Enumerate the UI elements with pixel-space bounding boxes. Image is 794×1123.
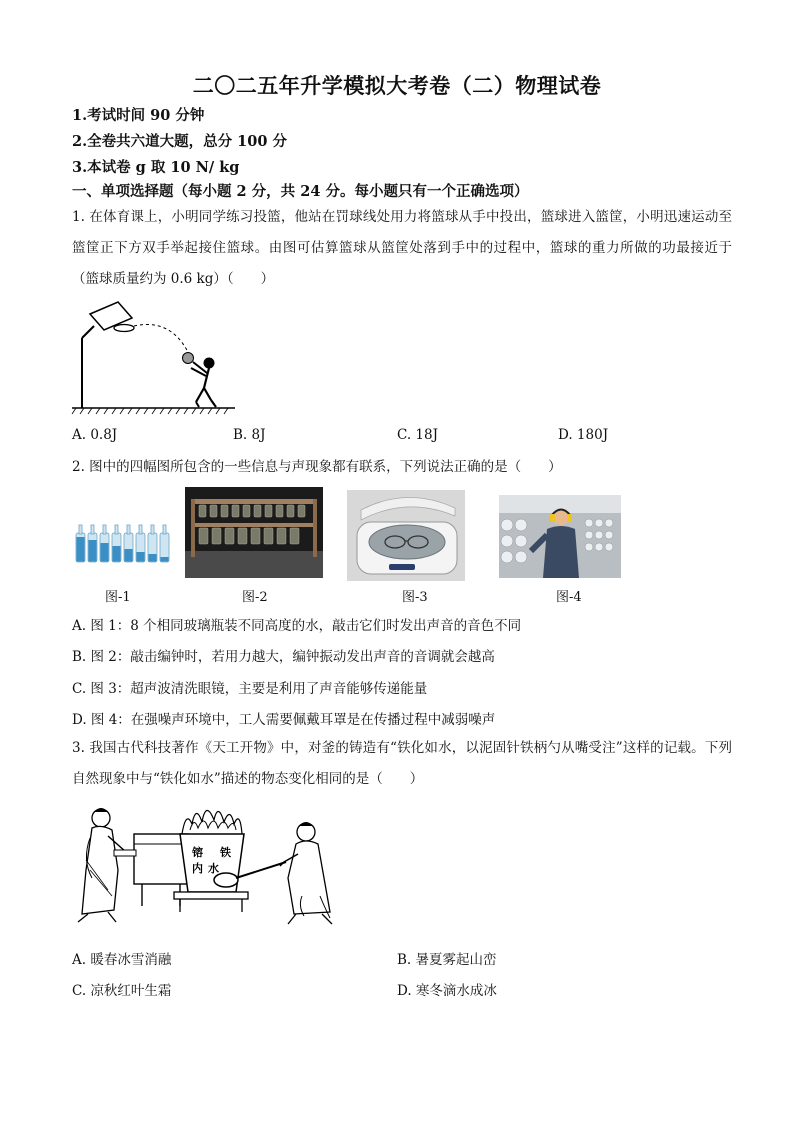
figure-4-caption: 图-4 (556, 590, 582, 605)
q2-option-a[interactable]: A. 图 1：8 个相同玻璃瓶装不同高度的水，敲击它们时发出声音的音色不同 (72, 618, 522, 634)
figure-1-glass-bottles (75, 523, 171, 563)
furnace-char-4: 水 (208, 862, 219, 875)
q3-option-b[interactable]: B. 暑夏雾起山峦 (397, 952, 497, 968)
furnace-char-3: 内 (192, 862, 203, 875)
section-heading: 一、单项选择题（每小题 2 分，共 24 分。每小题只有一个正确选项） (72, 183, 529, 200)
basketball-figure (70, 296, 245, 416)
figure-1-caption: 图-1 (105, 590, 131, 605)
question-2-text: 2. 图中的四幅图所包含的一些信息与声现象都有联系，下列说法正确的是（ ） (72, 459, 562, 475)
exam-note-3: 3.本试卷 g 取 10 N/ kg (72, 159, 240, 176)
page-title: 二〇二五年升学模拟大考卷（二）物理试卷 (192, 73, 602, 98)
q3-option-d[interactable]: D. 寒冬滴水成冰 (397, 983, 497, 999)
figure-2-chime-bells (185, 487, 323, 578)
q3-option-a[interactable]: A. 暖春冰雪消融 (72, 952, 172, 968)
figure-iron-casting-illustration (68, 800, 358, 930)
figure-3-ultrasonic-cleaner (347, 490, 465, 581)
furnace-char-2: 铁 (220, 846, 231, 859)
q2-option-d[interactable]: D. 图 4：在强噪声环境中，工人需要佩戴耳罩是在传播过程中减弱噪声 (72, 712, 496, 728)
figure-2-caption: 图-2 (242, 590, 268, 605)
q1-option-a[interactable]: A. 0.8J (72, 427, 118, 443)
q1-option-d[interactable]: D. 180J (558, 427, 609, 443)
exam-note-2: 2.全卷共六道大题，总分 100 分 (72, 133, 287, 150)
q1-option-b[interactable]: B. 8J (233, 427, 266, 443)
q2-option-b[interactable]: B. 图 2：敲击编钟时，若用力越大，编钟振动发出声音的音调就会越高 (72, 649, 495, 665)
question-3-text: 3. 我国古代科技著作《天工开物》中，对釜的铸造有“铁化如水，以泥固针铁柄勺从嘴受注”这样的记载。下列自然现象中与“铁化如水”描述的物态变化相同的是（ ） (72, 740, 732, 787)
figure-3-caption: 图-3 (402, 590, 428, 605)
q3-option-c[interactable]: C. 凉秋红叶生霜 (72, 983, 172, 999)
question-1-text: 1. 在体育课上，小明同学练习投篮，他站在罚球线处用力将篮球从手中投出，篮球进入篮筐，小明迅速运动至篮筐正下方双手举起接住篮球。由图可估算篮球从篮筐处落到手中的过程中，篮球的重力所做的功最接近于（篮球质量约为 0.6 kg）（ ） (72, 209, 732, 287)
furnace-char-1: 镕 (192, 846, 203, 859)
q1-option-c[interactable]: C. 18J (397, 427, 439, 443)
figure-4-worker-with-earmuffs (499, 495, 621, 578)
exam-note-1: 1.考试时间 90 分钟 (72, 107, 205, 124)
q2-option-c[interactable]: C. 图 3：超声波清洗眼镜，主要是利用了声音能够传递能量 (72, 681, 428, 697)
